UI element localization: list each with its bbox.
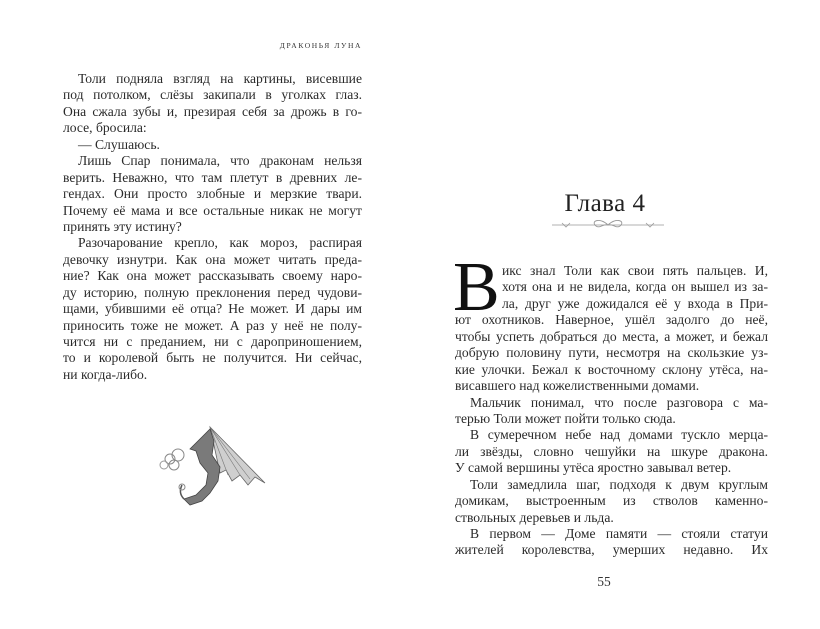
text-line: Разочарование крепло, как мороз, распирая [78,235,362,251]
text-line: Она сжала зубы и, презирая себя за дрожь в го- [63,103,362,119]
right-page-text [455,263,768,559]
text-line: щами, убившими её отца? Не может. И дары им [63,301,362,317]
text-line: терью Толи может пойти только сюда. [455,410,676,426]
text-line: хотя она и не видела, когда он вышел из за- [502,279,768,295]
chapter-title: Глава 4 [564,190,646,217]
text-line: ют охотников. Наверное, ушёл задолго до неё, [455,312,768,328]
text-line: икс знал Толи как свои пять пальцев. И, [502,263,768,278]
text-line: девочку изнутри. Как она может читать преда- [63,251,362,267]
text-line: В сумеречном небе над домами тускло мерца- [470,427,768,443]
text-line: добрую половину пути, несмотря на скользкие уз- [455,345,768,361]
running-head: ДРАКОНЬЯ ЛУНА [279,41,362,50]
text-line: Толи замедлила шаг, подходя к двум круглым [470,476,768,492]
dragon-illustration [150,415,275,515]
text-line: У самой вершины утёса яростно завывал ветер. [455,460,732,476]
text-line: ли звёзды, словно чешуйки на шкуре дракона. [455,443,768,459]
page-number: 55 [597,574,611,589]
left-page-text [63,71,362,383]
text-line: кие улочки. Бежал к восточному склону утёса, на- [455,361,768,377]
drop-cap: В [453,249,500,326]
text-line: верить. Неважно, что там плетут в древних ле- [63,169,362,185]
text-line: жителей королевства, умерших недавно. Их [455,542,768,558]
text-line: В первом — Доме памяти — стояли статуи [470,526,768,541]
text-line: принять эту истину? [63,218,182,234]
text-line: приносить тоже не может. А раз у неё не полу- [63,317,362,333]
text-line: ни когда-либо. [63,366,148,382]
chapter-ornament [550,217,666,233]
text-line: висавшего над кожелиственными домами. [455,378,700,394]
text-line: лосе, бросила: [63,120,147,136]
text-line: ду историю, полную преклонения перед чудови- [63,284,362,300]
text-line: Лишь Спар понимала, что драконам нельзя [78,153,362,169]
text-line: ние? Как она может рассказывать своему наро- [63,268,362,284]
text-line: Почему её мама и все остальные никак не могут [63,202,362,218]
text-line: гендах. Они просто злобные и мерзкие твари. [63,186,362,202]
text-line: домикам, выстроенным из стволов каменно- [455,493,768,509]
text-line: чтобы успеть добраться до места, а может, и бежал [455,328,768,344]
text-line: под потолком, слёзы закипали в уголках глаз. [63,87,362,103]
text-line: чится ни с преданием, ни с дароприношением, [63,334,362,349]
text-line: Мальчик понимал, что после разговора с ма- [470,394,768,410]
text-line: Толи подняла взгляд на картины, висевшие [78,71,362,86]
text-line: то и королевой быть не получится. Ни сейчас, [63,350,362,366]
text-line: ла, друг уже дожидался её у входа в При- [502,295,768,311]
text-line: ствольных деревьев и льда. [455,509,614,525]
text-line: — Слушаюсь. [78,136,160,152]
